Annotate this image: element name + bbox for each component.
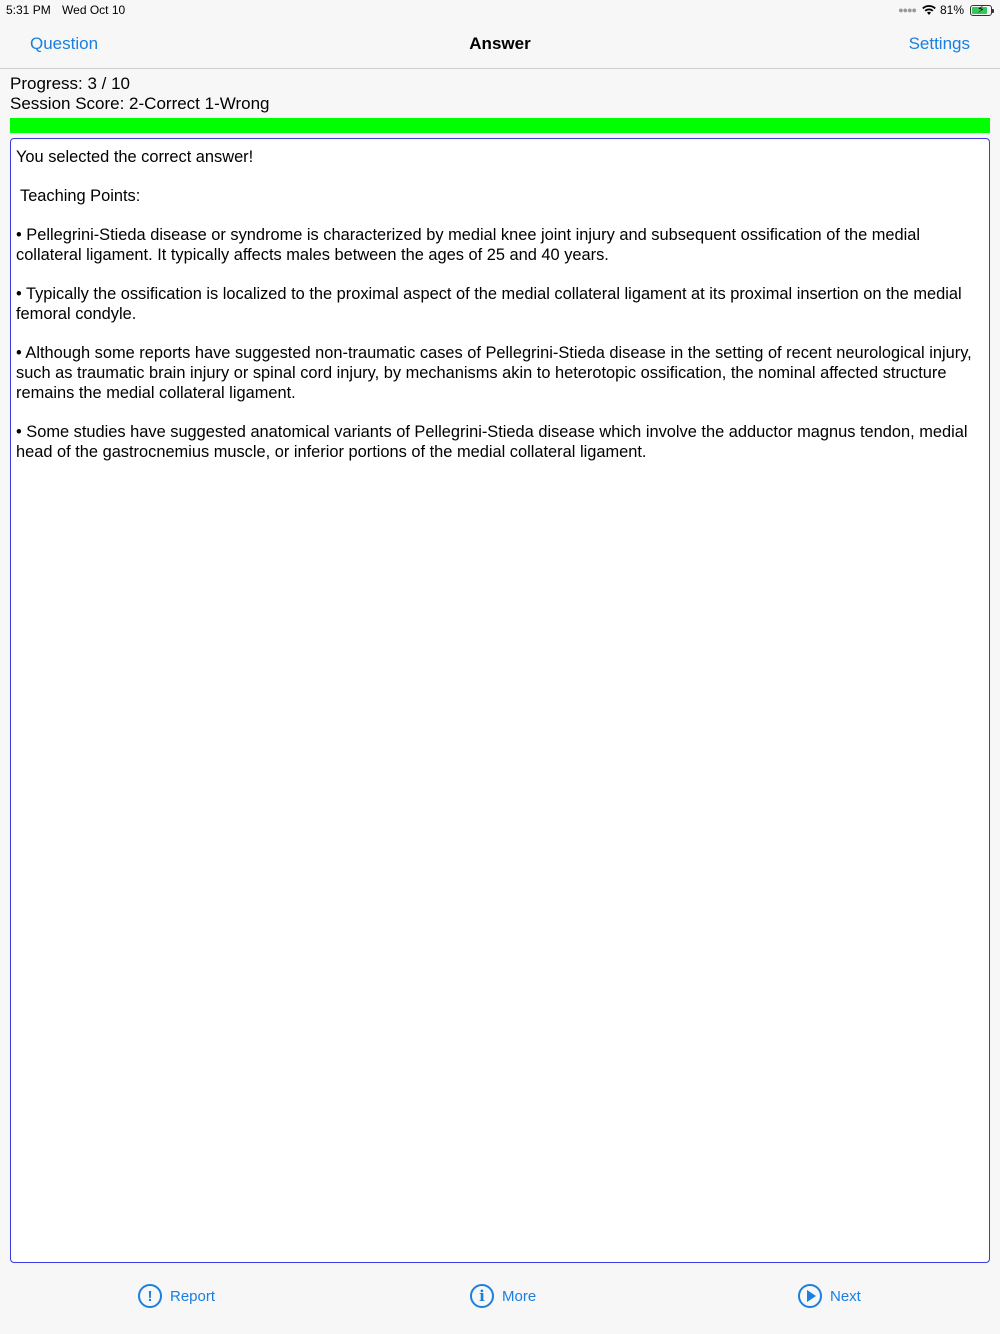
play-circle-icon (798, 1284, 822, 1308)
answer-text-view[interactable] (10, 138, 990, 1263)
progress-info (10, 74, 270, 114)
status-right (898, 3, 992, 17)
navigation-bar (0, 22, 1000, 69)
status-left (6, 3, 133, 17)
settings-button[interactable]: Settings (908, 34, 970, 53)
report-button[interactable] (138, 1284, 215, 1308)
teaching-points-heading: Teaching Points: (20, 187, 141, 205)
next-button[interactable] (798, 1284, 861, 1308)
bolt-icon: ⚡ (977, 3, 985, 16)
next-label: Next (830, 1287, 861, 1305)
status-bar (0, 0, 1000, 22)
teaching-point: • Although some reports have suggested non-traumatic cases of Pellegrini-Stieda disease in the setting of recent neurological injury, such as traumatic brain injury or spinal cord injury, by mechanisms akin to heterotopic ossification, the nominal affected structure remains the medial collateral ligament. (16, 344, 972, 402)
progress-bar-fill (10, 118, 990, 133)
status-time: 5:31 PM (6, 3, 51, 17)
report-label: Report (170, 1287, 216, 1305)
question-button[interactable]: Question (30, 34, 99, 53)
more-label: More (502, 1287, 537, 1305)
session-score: Session Score: 2-Correct 1-Wrong (10, 94, 270, 113)
teaching-point: • Some studies have suggested anatomical variants of Pellegrini-Stieda disease which involve the adductor magnus tendon, medial head of the gastrocnemius muscle, or inferior portions of the medial collateral ligament. (16, 423, 968, 461)
battery-charging-icon (970, 5, 992, 16)
info-circle-icon: i (470, 1284, 494, 1308)
exclamation-circle-icon: ! (138, 1284, 162, 1308)
result-message: You selected the correct answer! (16, 148, 254, 166)
bottom-toolbar (0, 1268, 1000, 1334)
page-title: Answer (469, 34, 531, 53)
teaching-point: • Typically the ossification is localized to the proximal aspect of the medial collateral ligament at its proximal insertion on the medial femoral condyle. (16, 285, 962, 323)
progress-label: Progress: 3 / 10 (10, 74, 131, 93)
status-date: Wed Oct 10 (62, 3, 126, 17)
teaching-point: • Pellegrini-Stieda disease or syndrome is characterized by medial knee joint injury and subsequent ossification of the medial collateral ligament. It typically affects males between the ages of 25 and 40 years. (16, 226, 921, 264)
progress-bar (10, 118, 990, 133)
wifi-icon (922, 5, 936, 16)
more-button[interactable] (470, 1284, 536, 1308)
battery-percent: 81% (939, 3, 964, 17)
signal-dots-icon: ●●●● (898, 5, 916, 15)
